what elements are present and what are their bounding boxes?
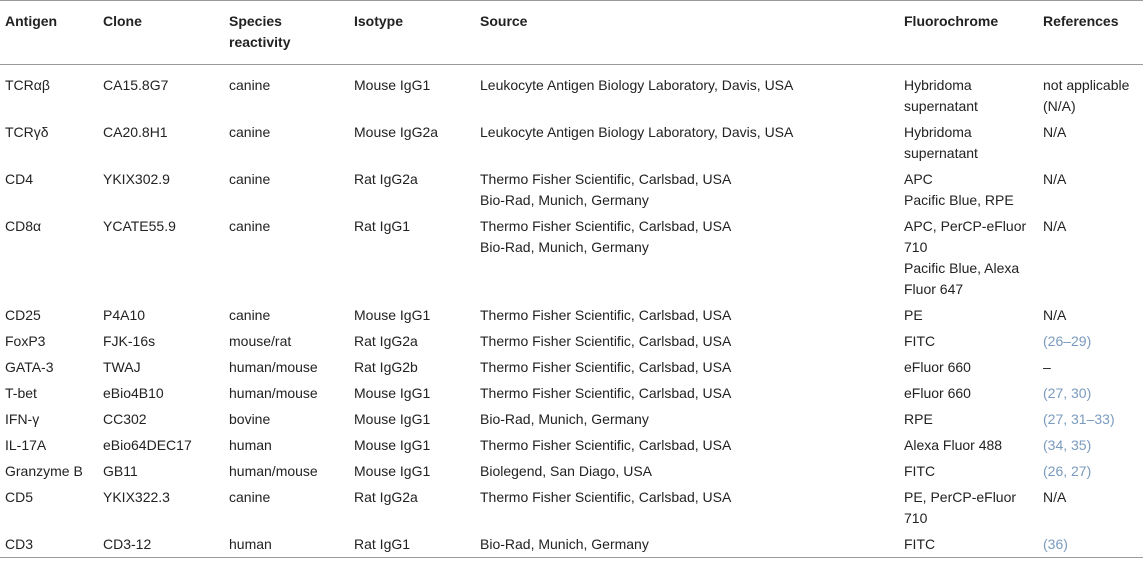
- cell-fluorochrome: [899, 328, 1038, 354]
- cell-fluorochrome: [899, 302, 1038, 328]
- header-species-reactivity: Species reactivity: [229, 13, 291, 50]
- cell-source-line: Bio-Rad, Munich, Germany: [480, 536, 649, 552]
- cell-clone: [98, 65, 224, 120]
- cell-species-reactivity-line: canine: [229, 489, 271, 505]
- cell-isotype-line: Rat IgG2a: [354, 333, 418, 349]
- cell-clone-line: CA20.8H1: [103, 124, 168, 140]
- cell-source-line: Thermo Fisher Scientific, Carlsbad, USA: [480, 437, 732, 453]
- header-fluorochrome: Fluorochrome: [904, 13, 999, 29]
- cell-isotype: [349, 65, 475, 120]
- cell-clone-line: P4A10: [103, 307, 146, 323]
- cell-fluorochrome-line: Alexa Fluor 488: [904, 437, 1003, 453]
- cell-fluorochrome-line: Hybridoma supernatant: [904, 77, 978, 114]
- cell-fluorochrome: [899, 531, 1038, 558]
- cell-antigen-line: CD25: [5, 307, 41, 323]
- cell-source-line: Thermo Fisher Scientific, Carlsbad, USA: [480, 359, 732, 375]
- cell-clone: [98, 328, 224, 354]
- cell-references: [1038, 65, 1143, 120]
- cell-fluorochrome-line: FITC: [904, 463, 936, 479]
- cell-fluorochrome-line: PE: [904, 307, 923, 323]
- table-row: [0, 484, 1143, 531]
- cell-species-reactivity-line: canine: [229, 218, 271, 234]
- cell-antigen: [0, 380, 98, 406]
- cell-source: [475, 119, 899, 166]
- cell-source-line: Leukocyte Antigen Biology Laboratory, Davis, USA: [480, 124, 794, 140]
- cell-fluorochrome-line: Pacific Blue, RPE: [904, 192, 1014, 208]
- cell-isotype: [349, 458, 475, 484]
- cell-isotype: [349, 484, 475, 531]
- cell-source-line: Thermo Fisher Scientific, Carlsbad, USA: [480, 307, 732, 323]
- cell-species-reactivity-line: human/mouse: [229, 463, 318, 479]
- cell-references-line[interactable]: (26, 27): [1043, 463, 1092, 479]
- cell-clone: [98, 406, 224, 432]
- cell-source-line: Bio-Rad, Munich, Germany: [480, 192, 649, 208]
- cell-isotype: [349, 354, 475, 380]
- cell-clone-line: CA15.8G7: [103, 77, 169, 93]
- cell-references: [1038, 458, 1143, 484]
- cell-isotype: [349, 119, 475, 166]
- cell-species-reactivity: [224, 213, 349, 302]
- cell-source-line: Leukocyte Antigen Biology Laboratory, Davis, USA: [480, 77, 794, 93]
- table-row: [0, 432, 1143, 458]
- cell-references-line: N/A: [1043, 171, 1067, 187]
- cell-antigen-line: CD8α: [5, 218, 42, 234]
- cell-isotype: [349, 406, 475, 432]
- cell-references: [1038, 213, 1143, 302]
- cell-clone-line: eBio4B10: [103, 385, 164, 401]
- cell-clone-line: GB11: [103, 463, 138, 479]
- cell-references-line[interactable]: (27, 30): [1043, 385, 1092, 401]
- cell-species-reactivity: [224, 531, 349, 558]
- table-row: [0, 302, 1143, 328]
- cell-antigen: [0, 213, 98, 302]
- cell-clone: [98, 380, 224, 406]
- cell-antigen-line: IFN-γ: [5, 411, 40, 427]
- cell-antigen: [0, 328, 98, 354]
- cell-references-line: N/A: [1043, 124, 1067, 140]
- cell-antigen: [0, 458, 98, 484]
- cell-source: [475, 458, 899, 484]
- cell-references-line: N/A: [1043, 218, 1067, 234]
- cell-isotype-line: Rat IgG2a: [354, 489, 418, 505]
- cell-source: [475, 302, 899, 328]
- table-row: [0, 166, 1143, 213]
- cell-source-line: Bio-Rad, Munich, Germany: [480, 411, 649, 427]
- cell-source-line: Thermo Fisher Scientific, Carlsbad, USA: [480, 171, 732, 187]
- cell-source-line: Bio-Rad, Munich, Germany: [480, 239, 649, 255]
- cell-fluorochrome-line: RPE: [904, 411, 933, 427]
- cell-species-reactivity-line: human: [229, 437, 272, 453]
- cell-fluorochrome-line: FITC: [904, 536, 936, 552]
- table-row: [0, 380, 1143, 406]
- cell-fluorochrome-line: eFluor 660: [904, 359, 971, 375]
- cell-references: [1038, 531, 1143, 558]
- cell-antigen-line: CD4: [5, 171, 34, 187]
- cell-antigen: [0, 432, 98, 458]
- cell-species-reactivity-line: human: [229, 536, 272, 552]
- cell-species-reactivity-line: human/mouse: [229, 385, 318, 401]
- table-body: [0, 65, 1143, 558]
- cell-species-reactivity: [224, 65, 349, 120]
- cell-source: [475, 328, 899, 354]
- header-source: Source: [480, 13, 528, 29]
- cell-source: [475, 354, 899, 380]
- table-row: [0, 458, 1143, 484]
- cell-antigen: [0, 302, 98, 328]
- cell-fluorochrome-line: PE, PerCP-eFluor 710: [904, 489, 1017, 526]
- table-row: [0, 354, 1143, 380]
- cell-species-reactivity-line: canine: [229, 307, 271, 323]
- cell-isotype-line: Mouse IgG1: [354, 77, 431, 93]
- cell-fluorochrome: [899, 166, 1038, 213]
- cell-references: [1038, 484, 1143, 531]
- table-row: [0, 406, 1143, 432]
- cell-fluorochrome: [899, 406, 1038, 432]
- cell-references: [1038, 432, 1143, 458]
- cell-fluorochrome: [899, 458, 1038, 484]
- cell-species-reactivity: [224, 166, 349, 213]
- header-antigen: Antigen: [5, 13, 58, 29]
- cell-fluorochrome: [899, 354, 1038, 380]
- cell-isotype-line: Rat IgG2b: [354, 359, 418, 375]
- cell-isotype-line: Mouse IgG2a: [354, 124, 439, 140]
- cell-clone-line: CC302: [103, 411, 147, 427]
- cell-isotype: [349, 302, 475, 328]
- cell-species-reactivity: [224, 354, 349, 380]
- cell-clone-line: TWAJ: [103, 359, 141, 375]
- cell-fluorochrome: [899, 432, 1038, 458]
- cell-species-reactivity-line: canine: [229, 171, 271, 187]
- cell-clone: [98, 458, 224, 484]
- cell-references: [1038, 119, 1143, 166]
- cell-species-reactivity: [224, 328, 349, 354]
- cell-antigen-line: IL-17A: [5, 437, 47, 453]
- cell-clone-line: YKIX322.3: [103, 489, 170, 505]
- cell-isotype: [349, 380, 475, 406]
- cell-fluorochrome-line: APC: [904, 171, 933, 187]
- cell-clone-line: CD3-12: [103, 536, 152, 552]
- cell-isotype-line: Rat IgG1: [354, 218, 411, 234]
- cell-isotype-line: Rat IgG2a: [354, 171, 418, 187]
- cell-species-reactivity-line: canine: [229, 77, 271, 93]
- cell-fluorochrome-line: Pacific Blue, Alexa Fluor 647: [904, 260, 1020, 297]
- cell-references-line: N/A: [1043, 307, 1067, 323]
- cell-clone: [98, 213, 224, 302]
- cell-references-line: not applicable (N/A): [1043, 77, 1130, 114]
- cell-source-line: Thermo Fisher Scientific, Carlsbad, USA: [480, 333, 732, 349]
- cell-references-line[interactable]: (27, 31–33): [1043, 411, 1115, 427]
- cell-clone: [98, 484, 224, 531]
- cell-clone: [98, 531, 224, 558]
- cell-source: [475, 65, 899, 120]
- cell-references-line: –: [1043, 359, 1051, 375]
- cell-fluorochrome-line: APC, PerCP-eFluor 710: [904, 218, 1027, 255]
- cell-isotype: [349, 531, 475, 558]
- cell-antigen: [0, 484, 98, 531]
- cell-antigen-line: CD5: [5, 489, 34, 505]
- cell-antigen: [0, 354, 98, 380]
- header-row: [0, 1, 1143, 65]
- cell-antigen-line: Granzyme B: [5, 463, 83, 479]
- cell-clone: [98, 302, 224, 328]
- cell-references-line[interactable]: (34, 35): [1043, 437, 1092, 453]
- cell-clone: [98, 432, 224, 458]
- cell-references-line[interactable]: (26–29): [1043, 333, 1092, 349]
- cell-clone: [98, 119, 224, 166]
- cell-references: [1038, 166, 1143, 213]
- cell-clone-line: YCATE55.9: [103, 218, 176, 234]
- cell-source-line: Biolegend, San Diago, USA: [480, 463, 652, 479]
- cell-species-reactivity: [224, 432, 349, 458]
- table-row: [0, 65, 1143, 120]
- cell-references: [1038, 302, 1143, 328]
- cell-isotype-line: Mouse IgG1: [354, 463, 431, 479]
- cell-species-reactivity: [224, 484, 349, 531]
- cell-antigen: [0, 531, 98, 558]
- cell-source: [475, 213, 899, 302]
- header-clone: Clone: [103, 13, 142, 29]
- table-row: [0, 328, 1143, 354]
- cell-fluorochrome: [899, 65, 1038, 120]
- cell-species-reactivity-line: bovine: [229, 411, 271, 427]
- cell-species-reactivity: [224, 458, 349, 484]
- cell-antigen: [0, 65, 98, 120]
- cell-clone: [98, 354, 224, 380]
- cell-species-reactivity-line: canine: [229, 124, 271, 140]
- header-references: References: [1043, 13, 1119, 29]
- cell-isotype: [349, 166, 475, 213]
- cell-antigen-line: FoxP3: [5, 333, 46, 349]
- cell-source-line: Thermo Fisher Scientific, Carlsbad, USA: [480, 385, 732, 401]
- cell-species-reactivity-line: human/mouse: [229, 359, 318, 375]
- cell-fluorochrome-line: FITC: [904, 333, 936, 349]
- cell-source: [475, 484, 899, 531]
- cell-antigen-line: TCRαβ: [5, 77, 50, 93]
- cell-clone: [98, 166, 224, 213]
- cell-isotype: [349, 328, 475, 354]
- cell-references: [1038, 354, 1143, 380]
- cell-species-reactivity: [224, 119, 349, 166]
- cell-antigen: [0, 406, 98, 432]
- cell-species-reactivity: [224, 302, 349, 328]
- cell-fluorochrome-line: Hybridoma supernatant: [904, 124, 978, 161]
- cell-species-reactivity: [224, 406, 349, 432]
- cell-antigen-line: TCRγδ: [5, 124, 49, 140]
- cell-source: [475, 432, 899, 458]
- table-row: [0, 213, 1143, 302]
- cell-source: [475, 531, 899, 558]
- cell-species-reactivity-line: mouse/rat: [229, 333, 292, 349]
- cell-species-reactivity: [224, 380, 349, 406]
- cell-references-line: N/A: [1043, 489, 1067, 505]
- cell-isotype: [349, 213, 475, 302]
- table-row: [0, 531, 1143, 558]
- cell-isotype-line: Mouse IgG1: [354, 385, 431, 401]
- cell-isotype: [349, 432, 475, 458]
- cell-fluorochrome: [899, 119, 1038, 166]
- cell-antigen-line: CD3: [5, 536, 34, 552]
- table-row: [0, 119, 1143, 166]
- cell-antigen-line: T-bet: [5, 385, 37, 401]
- cell-clone-line: eBio64DEC17: [103, 437, 192, 453]
- cell-clone-line: FJK-16s: [103, 333, 156, 349]
- cell-references: [1038, 406, 1143, 432]
- cell-source: [475, 166, 899, 213]
- cell-fluorochrome: [899, 484, 1038, 531]
- cell-isotype-line: Mouse IgG1: [354, 411, 431, 427]
- cell-source-line: Thermo Fisher Scientific, Carlsbad, USA: [480, 489, 732, 505]
- cell-antigen: [0, 119, 98, 166]
- cell-fluorochrome: [899, 213, 1038, 302]
- cell-isotype-line: Mouse IgG1: [354, 307, 431, 323]
- cell-references: [1038, 328, 1143, 354]
- cell-references: [1038, 380, 1143, 406]
- cell-isotype-line: Mouse IgG1: [354, 437, 431, 453]
- cell-source: [475, 406, 899, 432]
- cell-clone-line: YKIX302.9: [103, 171, 170, 187]
- header-isotype: Isotype: [354, 13, 404, 29]
- cell-source: [475, 380, 899, 406]
- cell-isotype-line: Rat IgG1: [354, 536, 411, 552]
- cell-fluorochrome: [899, 380, 1038, 406]
- cell-antigen-line: GATA-3: [5, 359, 54, 375]
- cell-references-line[interactable]: (36): [1043, 536, 1068, 552]
- cell-source-line: Thermo Fisher Scientific, Carlsbad, USA: [480, 218, 732, 234]
- cell-fluorochrome-line: eFluor 660: [904, 385, 971, 401]
- cell-antigen: [0, 166, 98, 213]
